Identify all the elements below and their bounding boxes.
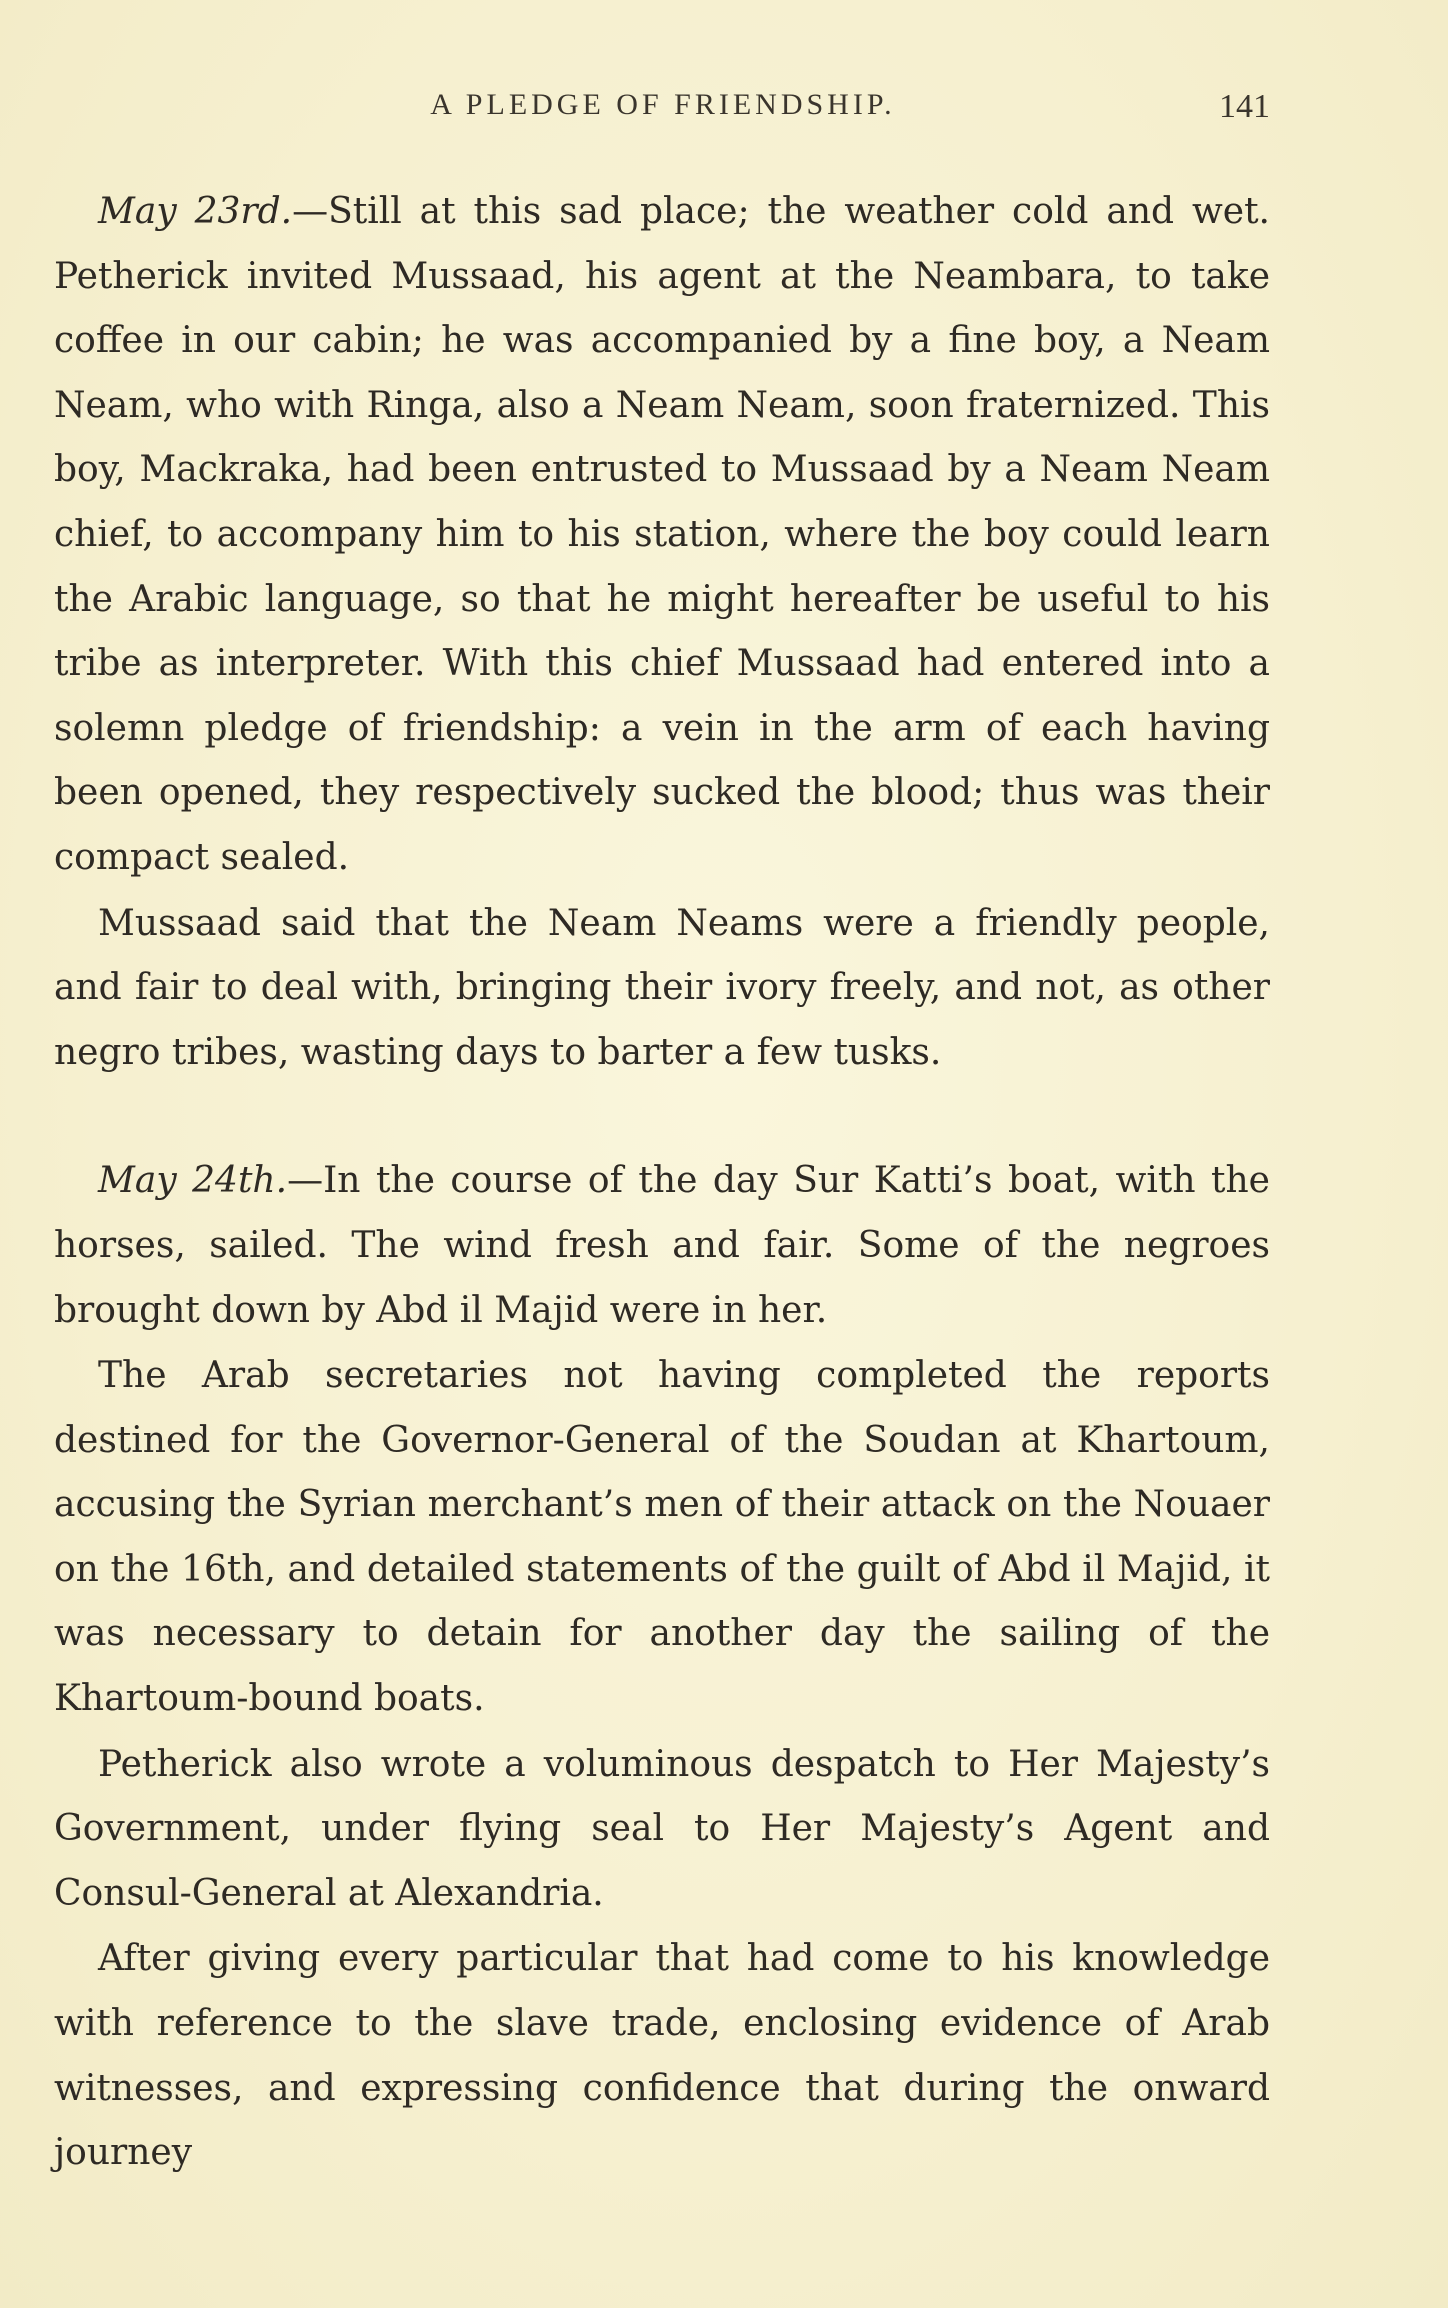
body-text xyxy=(54,180,1270,2187)
page-number: 141 xyxy=(1219,88,1270,125)
paragraph-text: The Arab secretaries not having completed the reports destined for the Governor-General of the Soudan at Khartoum, accusing the Syrian merchant’s men of their attack on the Nouaer on the 16th, and detailed statements of the guilt of Abd il Majid, it was necessary to detain for another day the sailing of the Khartoum-bound boats. xyxy=(54,1355,1270,1720)
paragraph-may-24 xyxy=(54,1149,1270,1343)
paragraph-despatch xyxy=(54,1733,1270,1927)
entry-date: May 24th. xyxy=(98,1160,288,1202)
paragraph-text: —Still at this sad place; the weather cold and wet. Petherick invited Mussaad, his agent at the Neambara, to take coffee in our cabin; he was accompanied by a fine boy, a Neam Neam, who with Ringa, also a Neam Neam, soon fraternized. This boy, Mackraka, had been entrusted to Mussaad by a Neam Neam chief, to accompany him to his station, where the boy could learn the Arabic language, so that he might hereafter be useful to his tribe as interpreter. With this chief Mussaad had entered into a solemn pledge of friendship: a vein in the arm of each having been opened, they respectively sucked the blood; thus was their compact sealed. xyxy=(54,191,1270,878)
running-head-title: A PLEDGE OF FRIENDSHIP. xyxy=(430,88,896,121)
paragraph-arab-secretaries xyxy=(54,1344,1270,1732)
paragraph-slave-trade xyxy=(54,1927,1270,2185)
paragraph-text: After giving every particular that had come to his knowledge with reference to the slave trade, enclosing evidence of Arab witnesses, and expressing confidence that during the onward journey xyxy=(54,1938,1270,2174)
paragraph-mussaad xyxy=(54,892,1270,1086)
paragraph-may-23 xyxy=(54,180,1270,891)
paragraph-text: Mussaad said that the Neam Neams were a friendly people, and fair to deal with, bringing their ivory freely, and not, as other negro tribes, wasting days to barter a few tusks. xyxy=(54,902,1270,1073)
page-header xyxy=(56,88,1270,132)
paragraph-text: Petherick also wrote a voluminous despatch to Her Majesty’s Government, under flying seal to Her Majesty’s Agent and Consul-General at Alexandria. xyxy=(54,1743,1270,1914)
entry-date: May 23rd. xyxy=(98,191,293,232)
paragraph-text: —In the course of the day Sur Katti’s boat, with the horses, sailed. The wind fresh and fair. Some of the negroes brought down by Abd il Majid were in her. xyxy=(54,1160,1270,1331)
